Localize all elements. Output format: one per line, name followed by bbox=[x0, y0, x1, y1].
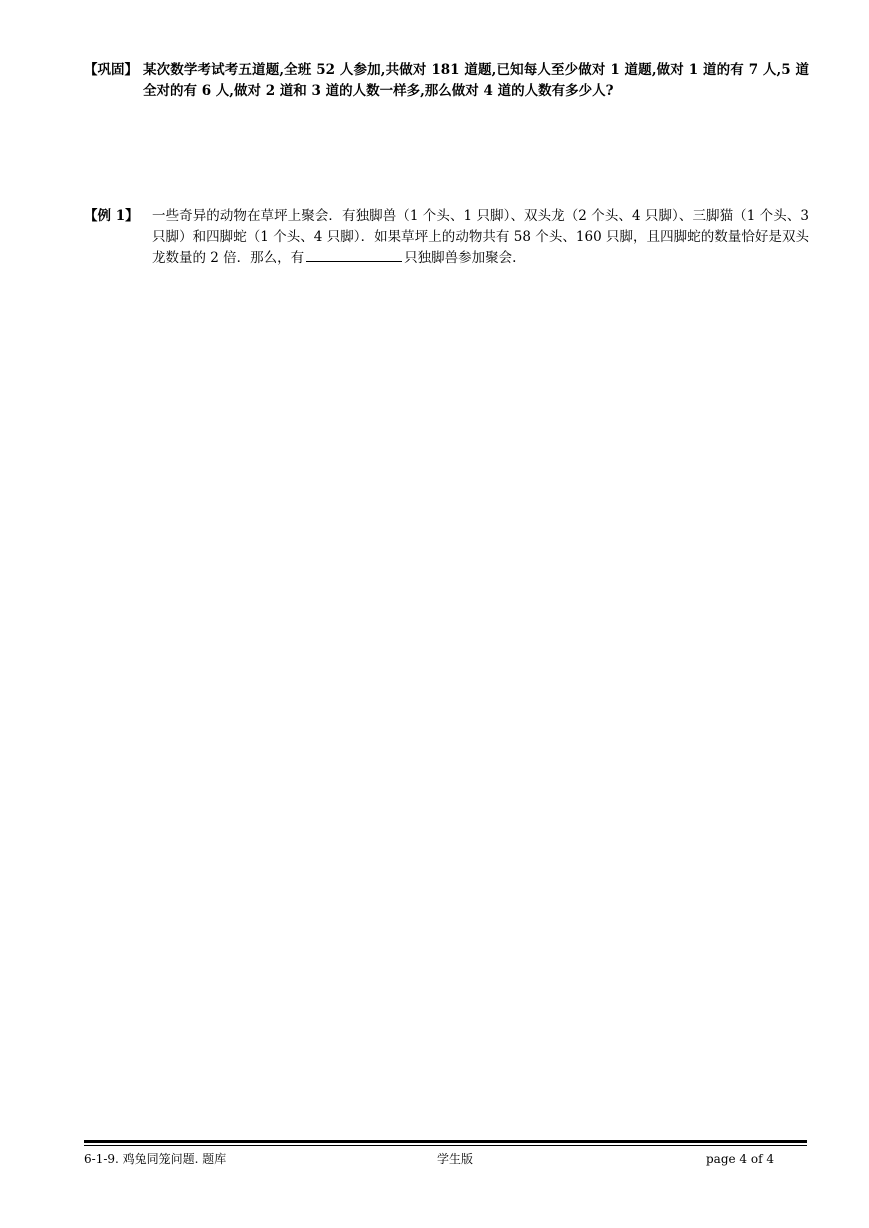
problem-text: 某次数学考试考五道题,全班 52 人参加,共做对 181 道题,已知每人至少做对 1 道题,做对 1 道的有 7 人,5 道全对的有 6 人,做对 2 道和 3 道的人数一样多,那么做对 4 道的人数有多少人? bbox=[143, 62, 809, 99]
problem-consolidation bbox=[84, 60, 809, 102]
problem-text-before-blank: 一些奇异的动物在草坪上聚会．有独脚兽（1 个头、1 只脚）、双头龙（2 个头、4 只脚）、三脚猫（1 个头、3 只脚）和四脚蛇（1 个头、4 只脚）．如果草坪上的动物共有 58 个头、160 只脚，且四脚蛇的数量恰好是双头龙数量的 2 倍．那么，有 bbox=[152, 208, 809, 266]
footer-divider-thick bbox=[84, 1140, 807, 1143]
answer-blank bbox=[306, 248, 402, 262]
problem-tag: 【例 1】 bbox=[84, 208, 139, 224]
problem-tag: 【巩固】 bbox=[84, 62, 138, 78]
problem-text-after-blank: 只独脚兽参加聚会. bbox=[404, 250, 517, 266]
problem-example-1 bbox=[84, 206, 809, 269]
footer-divider-thin bbox=[84, 1145, 807, 1146]
problem-text bbox=[152, 206, 809, 269]
footer-document-title: 6-1-9. 鸡兔同笼问题. 题库 bbox=[84, 1152, 227, 1166]
footer-page-number: page 4 of 4 bbox=[706, 1152, 774, 1166]
footer-edition: 学生版 bbox=[437, 1152, 474, 1166]
